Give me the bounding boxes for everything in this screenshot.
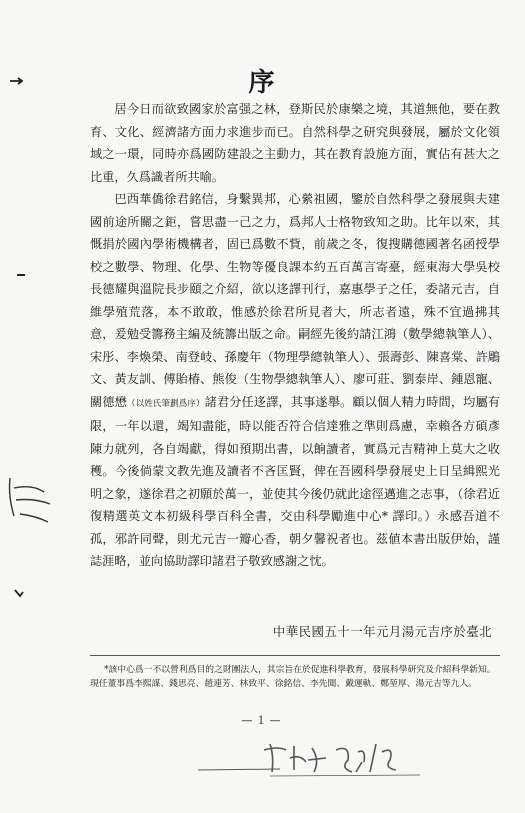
paragraph-2-note: （以姓氏筆劃爲序） <box>126 398 205 409</box>
margin-scribble-icon <box>4 470 56 530</box>
handwritten-annotation <box>190 726 500 782</box>
footnote-text: *該中心爲一不以營利爲目的之財團法人，其宗旨在於促進科學教育，發展科學研究及介紹科學新知。現任董事爲李熙謀、錢思亮、趙連芳、林致平、徐銘信、李先聞、戴運軌、鄭堃厚、湯元吉等九人。 <box>90 665 496 689</box>
preface-body <box>90 98 500 573</box>
margin-mark-icon <box>12 586 26 600</box>
preface-title: 序 <box>248 68 277 98</box>
footnote-divider <box>90 655 500 656</box>
page-number: —１— <box>241 714 284 727</box>
margin-mark-icon <box>8 76 26 86</box>
footnote <box>90 663 500 691</box>
paragraph-2 <box>90 188 500 573</box>
paragraph-2-main: 巴西華僑徐君銘信，身繫異邦，心縈祖國，鑒於自然科學之發展與夫建國前途所關之鉅，嘗思盡一己之力，爲邦人士格物致知之助。比年以來，其慨捐於國內學術機構者，固已爲數不貲，前歲之冬，復搜購德國著名函授學校之數學、物理、化學、生物等優良課本約五百萬言寄臺，經東海大學吳校長德耀與溫院長步頤之介紹，欲以迻譯刊行，嘉惠學子之任，委諸元吉，自維學殖荒落，本不敢敢，惟感於徐君所見者大，所志者遠，殊不宜過拂其意，爰勉受籌務主編及統籌出版之命。嗣經先後約請江鴻（數學總執筆人）、宋彤、李煥榮、南登岐、孫慶年（物理學總執筆人）、張壽彭、陳喜棠、許鵰文、黃友訓、傅貽椿、熊俊（生物學總執筆人）、廖可莊、劉泰岸、鍾恩寵、關德懋 <box>90 192 500 409</box>
signature-line: 中華民國五十一年元月湯元吉序於臺北 <box>272 624 492 639</box>
margin-dot-icon <box>14 268 28 282</box>
paragraph-2-rest: 諸君分任迻譯，其事遂舉。顧以個人精力時間，均屬有限，一年以還，竭知盡能，時以能否符合信達雅之準則爲慮，幸賴各方碩彥陳力就列，各自竭獻，得如預期出書，以餉讀者，實爲元吉精神上莫大之收穫。今後倘蒙文教先進及讀者不吝匡賢，俾在吾國科學發展史上日呈緝熙光明之象，遂徐君之初願於萬一，並使其今後仍就此途徑邁進之志事，（徐君近復精選英文本初級科學百科全書，交由科學勵進中心* 譯印。）永感吾道不孤，邪許同聲，則尤元吉一瓣心香，朝夕馨祝者也。茲値本書出版伊始，謹誌涯略，並向協助譯印諸君子敬致感謝之忱。 <box>90 394 500 568</box>
paragraph-1: 居今日而欲致國家於富强之林，登斯民於康樂之境，其道無他，要在教育、文化、經濟諸方面力求進步而已。自然科學之研究與發展，屬於文化領域之一環，同時亦爲國防建設之主動力，其在教育設施方面，實佔有甚大之比重，久爲識者所共喻。 <box>90 102 500 184</box>
